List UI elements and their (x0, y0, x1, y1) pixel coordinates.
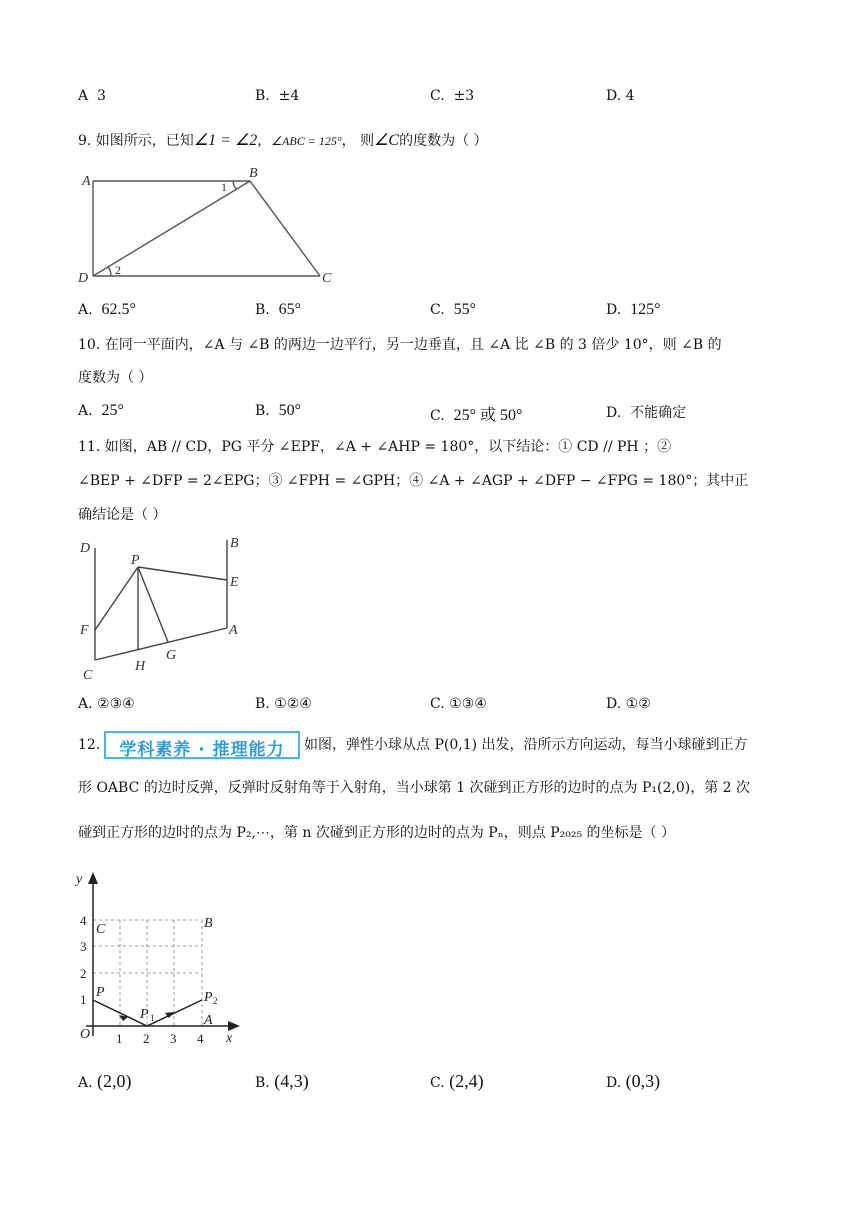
q10-option-d[interactable]: D. 不能确定 (606, 405, 687, 421)
svg-text:2: 2 (80, 966, 87, 981)
svg-text:C: C (322, 271, 332, 286)
q11-option-c[interactable]: C. ①③④ (430, 696, 487, 712)
svg-text:3: 3 (170, 1031, 177, 1046)
svg-text:D: D (80, 541, 91, 556)
q11-stem-line2: ∠BEP + ∠DFP = 2∠EPG；③ ∠FPH = ∠GPH；④ ∠A + ∠AGP + ∠DFP − ∠FPG = 180°；其中正 (78, 473, 749, 489)
q9-option-a[interactable]: A. 62.5° (78, 301, 136, 318)
q8-option-d[interactable]: D. 4 (606, 88, 635, 104)
svg-text:1: 1 (221, 180, 227, 194)
q11-option-d[interactable]: D. ①② (606, 696, 651, 712)
svg-text:3: 3 (80, 939, 87, 954)
q11-option-b[interactable]: B. ①②④ (255, 696, 312, 712)
svg-text:P: P (96, 985, 105, 1000)
svg-text:B: B (230, 536, 239, 551)
q10-stem-line2: 度数为（ ） (78, 370, 153, 386)
svg-text:B: B (249, 166, 258, 181)
svg-text:C: C (96, 922, 106, 937)
q10-option-c[interactable]: C. 25° 或 50° (430, 407, 523, 424)
q12-skill-badge: 学科素养 · 推理能力 (104, 731, 300, 759)
svg-text:y: y (76, 872, 83, 887)
q11-stem-line3: 确结论是（ ） (78, 507, 167, 523)
svg-text:O: O (80, 1027, 91, 1042)
svg-text:E: E (230, 575, 239, 590)
svg-text:A: A (229, 623, 238, 638)
q8-option-b[interactable]: B. ±4 (255, 88, 300, 104)
q8-option-a[interactable]: A 3 (78, 88, 106, 104)
q9-option-b[interactable]: B. 65° (255, 301, 302, 318)
svg-text:4: 4 (80, 913, 87, 928)
q10-stem-line1: 10. 在同一平面内，∠A 与 ∠B 的两边一边平行，另一边垂直，且 ∠A 比 ∠B 的 3 倍少 10°，则 ∠B 的 (78, 337, 722, 353)
q9-option-c[interactable]: C. 55° (430, 301, 476, 318)
q12-option-d[interactable]: D. (0,3) (606, 1071, 661, 1091)
q12-number: 12. (78, 737, 101, 753)
svg-text:F: F (80, 623, 89, 638)
svg-text:x: x (226, 1031, 233, 1046)
q12-option-b[interactable]: B. (4,3) (255, 1071, 309, 1091)
svg-text:4: 4 (197, 1031, 204, 1046)
svg-text:P: P (204, 990, 213, 1005)
q9-stem: 9. 如图所示，已知∠1 = ∠2，∠ABC = 125°， 则∠C的度数为（ ） (78, 132, 488, 149)
q12-figure (66, 866, 246, 1052)
svg-text:2: 2 (115, 263, 121, 277)
svg-text:1: 1 (150, 1013, 155, 1023)
svg-text:1: 1 (80, 992, 87, 1007)
svg-text:D: D (78, 271, 89, 286)
q12-stem-line3: 碰到正方形的边时的点为 P₂,⋯，第 n 次碰到正方形的边时的点为 Pₙ，则点 P₂₀₂₅ 的坐标是（ ） (78, 825, 675, 841)
svg-text:A: A (204, 1013, 213, 1028)
q12-stem-line1: 如图，弹性小球从点 P(0,1) 出发，沿所示方向运动，每当小球碰到正方 (304, 737, 748, 753)
q12-stem-line2: 形 OABC 的边时反弹，反弹时反射角等于入射角，当小球第 1 次碰到正方形的边时的点为 P₁(2,0)，第 2 次 (78, 780, 751, 796)
svg-text:2: 2 (143, 1031, 150, 1046)
svg-text:P: P (131, 553, 140, 568)
q9-figure (70, 162, 350, 292)
svg-text:G: G (166, 648, 177, 663)
svg-text:H: H (135, 659, 146, 674)
q12-option-c[interactable]: C. (2,4) (430, 1071, 484, 1091)
q9-option-d[interactable]: D. 125° (606, 301, 661, 318)
svg-text:A: A (82, 174, 91, 189)
q11-stem-line1: 11. 如图，AB // CD，PG 平分 ∠EPF，∠A + ∠AHP = 180°，以下结论：① CD // PH ；② (78, 439, 672, 455)
q8-option-c[interactable]: C. ±3 (430, 88, 475, 104)
svg-text:B: B (204, 916, 213, 931)
q11-figure (70, 530, 260, 686)
q10-option-b[interactable]: B. 50° (255, 402, 302, 419)
svg-text:1: 1 (116, 1031, 123, 1046)
q10-option-a[interactable]: A. 25° (78, 402, 124, 419)
svg-text:P: P (140, 1007, 149, 1022)
svg-text:2: 2 (213, 996, 218, 1006)
q12-option-a[interactable]: A. (2,0) (78, 1071, 132, 1091)
q11-option-a[interactable]: A. ②③④ (78, 696, 135, 712)
svg-text:C: C (83, 668, 93, 683)
